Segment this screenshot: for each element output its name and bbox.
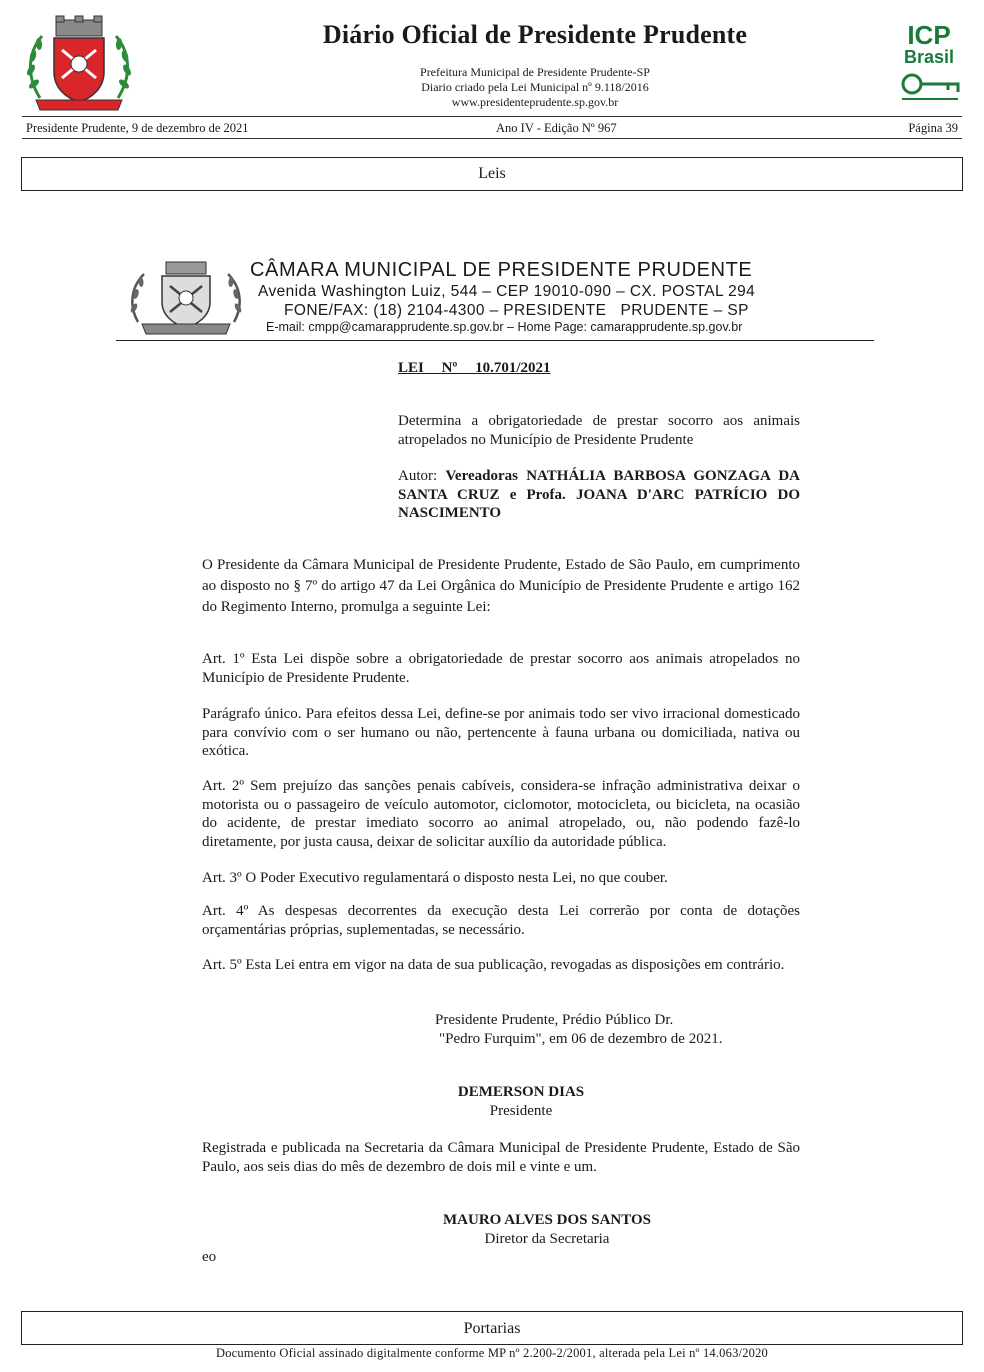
masthead-rule-bottom (22, 138, 962, 139)
section-header-leis: Leis (21, 157, 963, 191)
gazette-title: Diário Oficial de Presidente Prudente (322, 20, 748, 49)
law-preamble: O Presidente da Câmara Municipal de Presidente Prudente, Estado de São Paulo, em cumprimento ao disposto no § 7º do artigo 47 da Lei Orgânica do Município de Presidente Prudente e artigo 162 do Regimento Interno, promulga a seguinte Lei: (202, 557, 800, 615)
camara-phone: FONE/FAX: (18) 2104-4300 – PRESIDENTE PRUDENTE – SP (284, 302, 749, 319)
signer-1-name: DEMERSON DIAS (457, 1084, 585, 1100)
registration-note: Registrada e publicada na Secretaria da Câmara Municipal de Presidente Prudente, Estado de São Paulo, aos seis dias do mês de dezembro de dois mil e vinte e um. (202, 1140, 800, 1175)
gazette-website: www.presidenteprudente.sp.gov.br (451, 95, 619, 109)
icp-logo-top: ICP (907, 20, 951, 50)
icp-logo-bottom: Brasil (903, 47, 955, 67)
article-5: Art. 5º Esta Lei entra em vigor na data de sua publicação, revogadas as disposições em contrário. (202, 957, 785, 973)
article-1: Art. 1º Esta Lei dispõe sobre a obrigatoriedade de prestar socorro aos animais atropelados no Município de Presidente Prudente. (202, 651, 800, 686)
signature-president (400, 1083, 642, 1121)
place-line-1: Presidente Prudente, Prédio Público Dr. (435, 1012, 674, 1028)
article-4: Art. 4º As despesas decorrentes da execução desta Lei correrão por conta de dotações orçamentárias próprias, suplementadas, se necessário. (202, 903, 800, 938)
place-line-2: "Pedro Furquim", em 06 de dezembro de 2021. (439, 1030, 723, 1047)
edition-number: Ano IV - Edição Nº 967 (496, 121, 617, 135)
article-1-paragraph: Parágrafo único. Para efeitos dessa Lei, define-se por animais todo ser vivo irracional domesticado para convívio com o ser humano ou não, pertencente à fauna urbana ou domiciliada, nativa ou exótica. (202, 706, 800, 759)
article-3: Art. 3º O Poder Executivo regulamentará o disposto nesta Lei, no que couber. (202, 870, 668, 886)
signer-1-role: Presidente (489, 1103, 553, 1119)
gazette-subtitle-line-1: Prefeitura Municipal de Presidente Prudente-SP (420, 65, 650, 79)
page-number: Página 39 (908, 121, 958, 135)
municipal-coat-of-arms-logo (22, 14, 136, 112)
signer-2-role: Diretor da Secretaria (484, 1231, 610, 1247)
gazette-subtitle-line-2: Diario criado pela Lei Municipal nº 9.118/2016 (421, 80, 649, 94)
key-icon (900, 70, 962, 106)
law-title: LEI Nº 10.701/2021 (398, 360, 551, 376)
icp-brasil-logo (896, 22, 966, 108)
typist-initials: eo (202, 1249, 217, 1265)
camara-address: Avenida Washington Luiz, 544 – CEP 19010-090 – CX. POSTAL 294 (258, 283, 756, 300)
camara-contact: E-mail: cmpp@camarapprudente.sp.gov.br – Home Page: camarapprudente.sp.gov.br (266, 320, 743, 334)
letterhead-rule (116, 340, 874, 341)
camara-name: CÂMARA MUNICIPAL DE PRESIDENTE PRUDENTE (250, 259, 753, 281)
article-2: Art. 2º Sem prejuízo das sanções penais cabíveis, considera-se infração administrativa deixar o motorista ou o passageiro de veículo automotor, ciclomotor, motocicleta, ou bicicleta, na ocasião do acidente, de prestar imediato socorro ao animal atropelado, ou, não podendo fazê-lo diretamente, por justa causa, deixar de solicitar auxílio da autoridade pública. (202, 778, 800, 850)
author-label: Autor: (398, 468, 438, 484)
author-names: Vereadoras NATHÁLIA BARBOSA GONZAGA DA SANTA CRUZ e Profa. JOANA D'ARC PATRÍCIO DO NASCIMENTO (398, 468, 800, 521)
signer-2-name: MAURO ALVES DOS SANTOS (443, 1212, 651, 1228)
law-author (398, 467, 800, 523)
law-ementa: Determina a obrigatoriedade de prestar socorro aos animais atropelados no Município de Presidente Prudente (398, 413, 800, 448)
digital-signature-footer: Documento Oficial assinado digitalmente conforme MP nº 2.200-2/2001, alterada pela Lei nº 14.063/2020 (215, 1346, 768, 1360)
section-header-portarias: Portarias (21, 1311, 963, 1345)
edition-date: Presidente Prudente, 9 de dezembro de 2021 (26, 121, 249, 135)
masthead-rule-top (22, 116, 962, 117)
place-and-date (435, 1011, 722, 1048)
camara-coat-of-arms-logo (128, 258, 244, 338)
signature-director (400, 1211, 694, 1249)
